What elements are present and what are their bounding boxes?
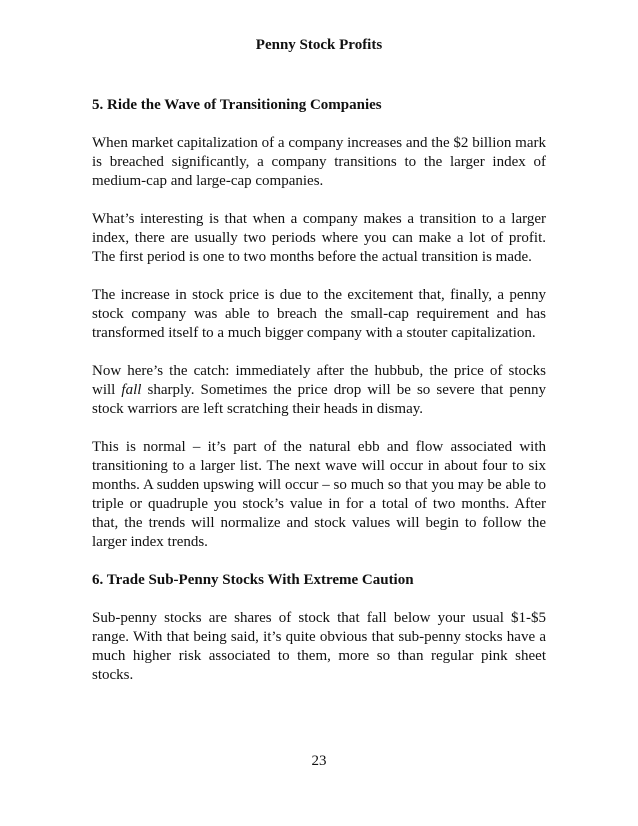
paragraph-two-periods: What’s interesting is that when a company makes a transition to a larger index, there are usually two periods where you can make a lot of profit. The first period is one to two months before the actual transition is made. <box>92 211 546 265</box>
paragraph-sub-penny: Sub-penny stocks are shares of stock that fall below your usual $1-$5 range. With that being said, it’s quite obvious that sub-penny stocks have a much higher risk associated to them, more so than regular pink sheet stocks. <box>92 610 546 683</box>
section-heading-6: 6. Trade Sub-Penny Stocks With Extreme Caution <box>92 572 414 588</box>
paragraph-price-increase: The increase in stock price is due to the excitement that, finally, a penny stock company was able to breach the small-cap requirement and has transformed itself to a much bigger company with a stouter capitalization. <box>92 287 546 341</box>
emphasis-fall: fall <box>121 382 142 398</box>
running-header: Penny Stock Profits <box>255 37 383 53</box>
page-body <box>92 96 546 704</box>
page-number: 23 <box>311 753 327 769</box>
paragraph-normal-ebb-flow: This is normal – it’s part of the natural ebb and flow associated with transitioning to a larger list. The next wave will occur in about four to six months. A sudden upswing will occur – so much so that you may be able to triple or quadruple you stock’s value in for a total of two months. After that, the trends will normalize and stock values will begin to follow the larger index trends. <box>92 439 546 550</box>
section-heading-5: 5. Ride the Wave of Transitioning Companies <box>92 97 382 113</box>
paragraph-market-cap: When market capitalization of a company increases and the $2 billion mark is breached significantly, a company transitions to the larger index of medium-cap and large-cap companies. <box>92 135 546 189</box>
paragraph-catch <box>92 362 546 419</box>
catch-text-after: sharply. Sometimes the price drop will be so severe that penny stock warriors are left scratching their heads in dismay. <box>92 382 546 417</box>
catch-text-before: Now here’s the catch: immediately after the hubbub, the price of stocks will <box>92 363 546 398</box>
